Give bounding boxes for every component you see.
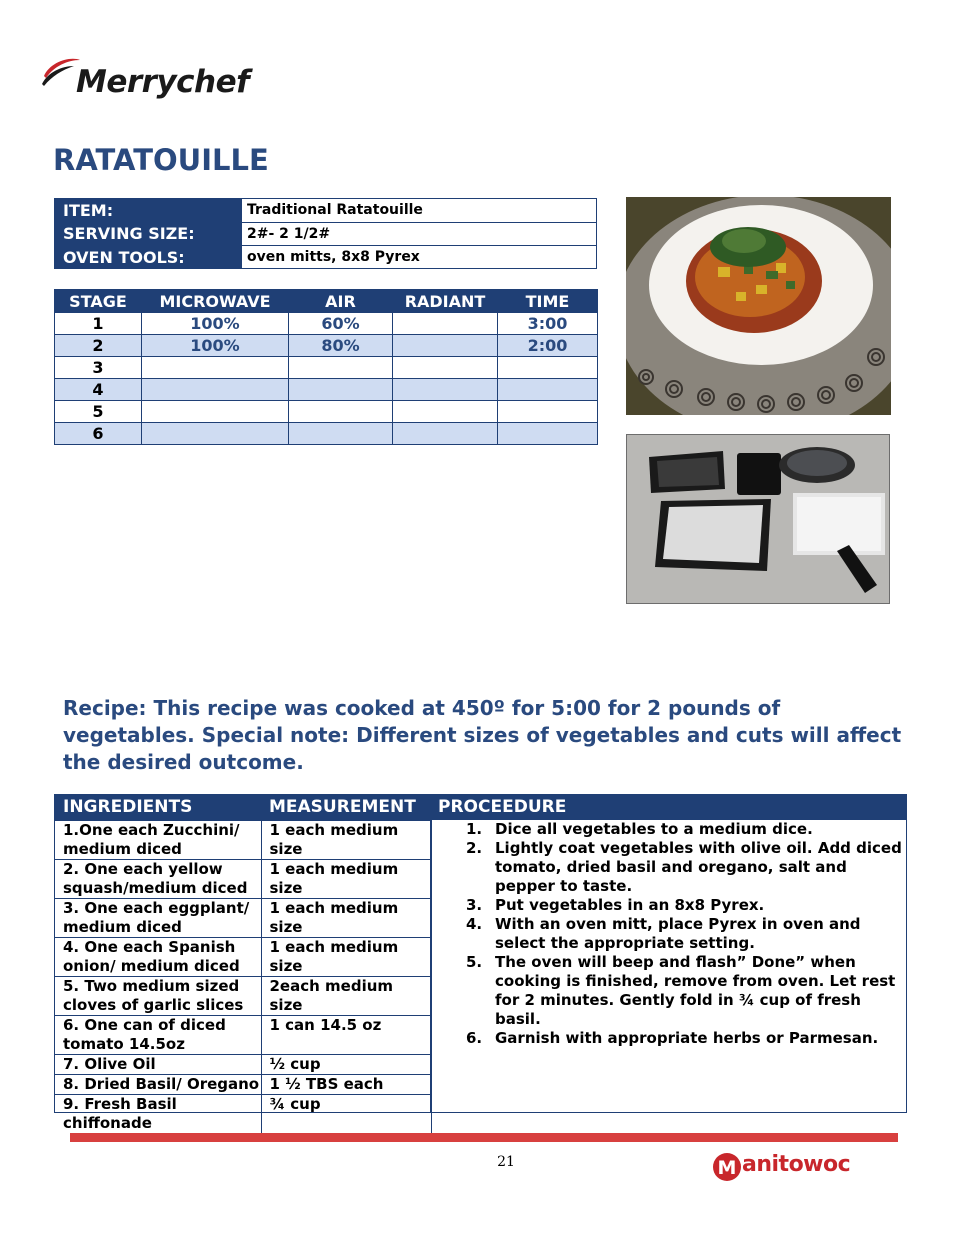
microwave-cell <box>142 379 289 401</box>
stage-cell: 4 <box>55 379 142 401</box>
oven-tools-photo <box>626 434 890 604</box>
time-cell: 3:00 <box>498 313 598 335</box>
step-number: 1. <box>466 820 483 838</box>
microwave-cell <box>142 423 289 445</box>
air-cell: 60% <box>289 313 393 335</box>
air-cell <box>289 401 393 423</box>
step-number: 4. <box>466 915 483 933</box>
air-cell <box>289 423 393 445</box>
ingredient-measurement: ¾ cup <box>261 1095 431 1134</box>
ingredient-name: 7. Olive Oil <box>55 1055 261 1075</box>
stage-cell: 2 <box>55 335 142 357</box>
recipe-note: Recipe: This recipe was cooked at 450º for 5:00 for 2 pounds of vegetables. Special note: Different sizes of vegetables and cuts will affect the desired outcome. <box>63 696 902 774</box>
step-text: The oven will beep and flash” Done” when cooking is finished, remove from oven. Let rest for 2 minutes. Gently fold in ¾ cup of fresh basil. <box>495 953 896 1028</box>
radiant-cell <box>393 357 498 379</box>
radiant-cell <box>393 423 498 445</box>
procedure-step <box>438 1029 903 1048</box>
step-text: Garnish with appropriate herbs or Parmesan. <box>495 1029 879 1047</box>
oven-tools-label: OVEN TOOLS: <box>63 248 185 267</box>
item-value: Traditional Ratatouille <box>242 199 596 223</box>
header-stage: STAGE <box>55 290 142 313</box>
ingredient-name: 9. Fresh Basil chiffonade <box>55 1095 261 1134</box>
header-time: TIME <box>498 290 598 313</box>
ingredient-measurement: 1 each medium size <box>261 860 431 899</box>
ingredient-measurement: 1 each medium size <box>261 938 431 977</box>
procedure-list <box>438 820 903 1048</box>
radiant-cell <box>393 379 498 401</box>
ingredient-name: 2. One each yellow squash/medium diced <box>55 860 261 899</box>
header-microwave: MICROWAVE <box>142 290 289 313</box>
ingredient-measurement: 2each medium size <box>261 977 431 1016</box>
step-number: 6. <box>466 1029 483 1047</box>
step-number: 2. <box>466 839 483 857</box>
ingredient-row <box>55 1016 431 1055</box>
time-cell <box>498 357 598 379</box>
header-procedure: PROCEEDURE <box>438 797 567 817</box>
manitowoc-logo <box>712 1150 851 1184</box>
stage-cell: 3 <box>55 357 142 379</box>
procedure-step <box>438 820 903 839</box>
stage-row <box>55 379 598 401</box>
microwave-cell <box>142 357 289 379</box>
ingredient-name: 1.One each Zucchini/ medium diced <box>55 821 261 860</box>
item-label: ITEM: <box>63 201 114 220</box>
stage-row <box>55 335 598 357</box>
step-number: 5. <box>466 953 483 971</box>
manitowoc-m-icon <box>712 1150 742 1184</box>
ingredient-measurement: 1 ½ TBS each <box>261 1075 431 1095</box>
serving-size-value: 2#- 2 1/2# <box>242 223 596 246</box>
ingredient-row <box>55 860 431 899</box>
microwave-cell <box>142 401 289 423</box>
ingredient-row <box>55 1055 431 1075</box>
header-air: AIR <box>289 290 393 313</box>
step-text: With an oven mitt, place Pyrex in oven and select the appropriate setting. <box>495 915 861 952</box>
radiant-cell <box>393 335 498 357</box>
ingredients-table <box>54 794 907 1132</box>
svg-text:M: M <box>717 1157 737 1179</box>
air-cell: 80% <box>289 335 393 357</box>
time-cell <box>498 423 598 445</box>
stage-row <box>55 423 598 445</box>
stage-row <box>55 313 598 335</box>
step-text: Put vegetables in an 8x8 Pyrex. <box>495 896 765 914</box>
ingredient-measurement: 1 can 14.5 oz <box>261 1016 431 1055</box>
step-number: 3. <box>466 896 483 914</box>
procedure-step <box>438 953 903 1029</box>
ingredient-list <box>55 820 432 1133</box>
header-radiant: RADIANT <box>393 290 498 313</box>
ingredient-measurement: 1 each medium size <box>261 899 431 938</box>
item-info-table <box>54 198 597 269</box>
radiant-cell <box>393 313 498 335</box>
ingredient-measurement: 1 each medium size <box>261 821 431 860</box>
ingredient-row <box>55 938 431 977</box>
ingredient-row <box>55 1075 431 1095</box>
procedure-step <box>438 839 903 896</box>
stage-cell: 1 <box>55 313 142 335</box>
stage-row <box>55 357 598 379</box>
ingredient-row <box>55 1095 431 1134</box>
stage-cell: 5 <box>55 401 142 423</box>
time-cell <box>498 379 598 401</box>
time-cell <box>498 401 598 423</box>
step-text: Dice all vegetables to a medium dice. <box>495 820 813 838</box>
step-text: Lightly coat vegetables with olive oil. Add diced tomato, dried basil and oregano, salt and pepper to taste. <box>495 839 902 895</box>
ingredient-name: 5. Two medium sized cloves of garlic slices <box>55 977 261 1016</box>
ingredient-name: 3. One each eggplant/ medium diced <box>55 899 261 938</box>
time-cell: 2:00 <box>498 335 598 357</box>
oven-tools-value: oven mitts, 8x8 Pyrex <box>247 249 420 265</box>
air-cell <box>289 379 393 401</box>
cooking-stage-table <box>54 289 598 445</box>
microwave-cell: 100% <box>142 335 289 357</box>
ratatouille-photo <box>626 197 891 415</box>
ingredient-row <box>55 977 431 1016</box>
ingredient-name: 4. One each Spanish onion/ medium diced <box>55 938 261 977</box>
header-ingredients: INGREDIENTS <box>63 797 193 817</box>
manitowoc-text: anitowoc <box>742 1152 851 1177</box>
stage-row <box>55 401 598 423</box>
ingredients-header <box>55 795 906 820</box>
page-title: RATATOUILLE <box>53 143 269 177</box>
ingredient-name: 6. One can of diced tomato 14.5oz <box>55 1016 261 1055</box>
procedure-step <box>438 896 903 915</box>
page-number: 21 <box>497 1154 515 1170</box>
stage-cell: 6 <box>55 423 142 445</box>
serving-size-label: SERVING SIZE: <box>63 224 195 243</box>
procedure-step <box>438 915 903 953</box>
logo-text: Merrychef <box>76 64 250 100</box>
merrychef-logo <box>40 52 250 108</box>
air-cell <box>289 357 393 379</box>
footer-divider <box>70 1133 898 1142</box>
radiant-cell <box>393 401 498 423</box>
header-measurement: MEASUREMENT <box>269 797 416 817</box>
column-divider <box>430 820 431 1112</box>
ingredient-name: 8. Dried Basil/ Oregano <box>55 1075 261 1095</box>
ingredient-row <box>55 821 431 860</box>
ingredient-row <box>55 899 431 938</box>
ingredient-measurement: ½ cup <box>261 1055 431 1075</box>
microwave-cell: 100% <box>142 313 289 335</box>
